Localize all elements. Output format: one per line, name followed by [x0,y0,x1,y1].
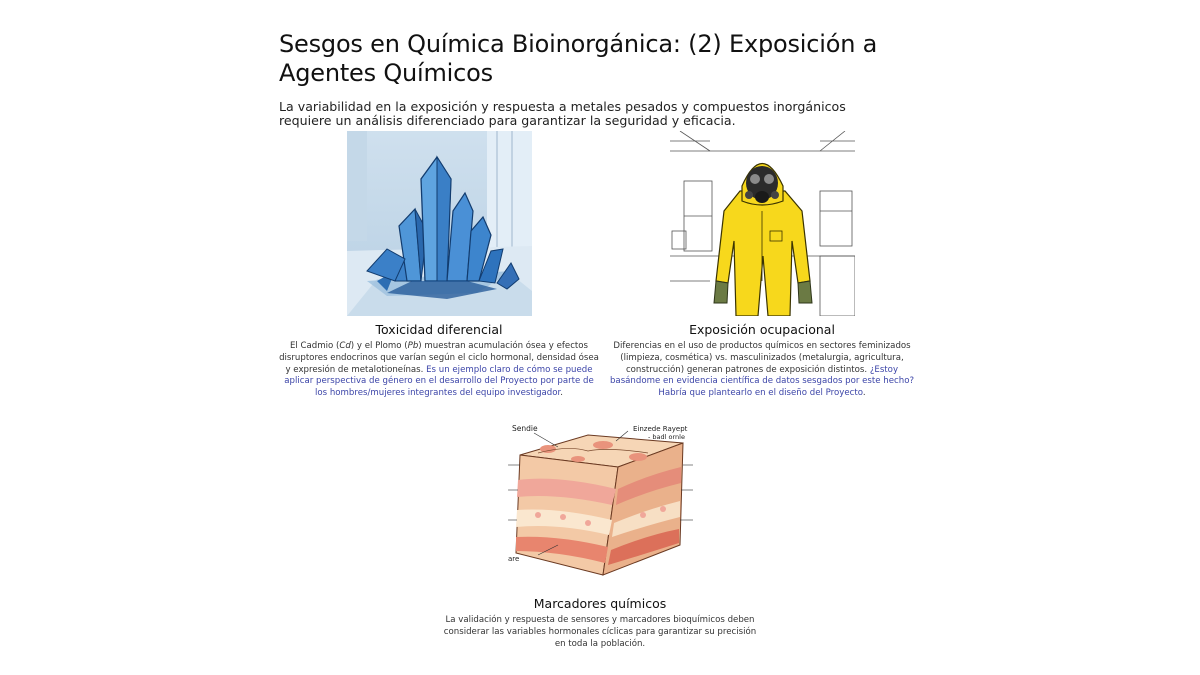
skin-label-right-top: Einzede Rayept [632,425,687,433]
card-toxicity [279,131,599,400]
lead-symbol: Pb [407,341,419,351]
skin-layers-illustration [508,405,693,590]
skin-label-right-sub: - badl ornle [647,433,685,441]
body-text: . [862,388,866,399]
biased-evidence-link[interactable]: ¿Estoy basándome en evidencia científica de datos sesgados por este hecho? Habría que plantearlo en el diseño del Proyecto [609,364,915,399]
body-text: El Cadmio ( [289,341,340,351]
lead-paragraph: La variabilidad en la exposición y respuesta a metales pesados y compuestos inorgánicos requiere un análisis diferenciado para garantizar la seguridad y eficacia. [279,99,846,128]
card-exposure [601,131,923,400]
gender-perspective-link[interactable]: Es un ejemplo claro de cómo se puede aplicar perspectiva de género en el desarrollo del Proyecto por parte de los hombres/mujeres integrantes del equipo investigador [284,364,594,399]
card-body [601,341,923,400]
cadmium-symbol: Cd [339,341,351,351]
slide [279,30,919,128]
card-body: La validación y respuesta de sensores y marcadores bioquímicos deben considerar las variables hormonales cíclicas para garantizar su precisión en toda la población. [443,615,757,649]
body-text: ) y el Plomo ( [350,341,408,351]
body-text: Diferencias en el uso de productos químicos en sectores feminizados (limpieza, cosmética) vs. masculinizados (metalurgia, agricultura, construcción) generan patrones de exposición distintos. [613,341,911,375]
card-heading: Exposición ocupacional [689,322,835,337]
page-title: Sesgos en Química Bioinorgánica: (2) Exposición a Agentes Químicos [279,30,878,87]
hazmat-worker-illustration [670,131,855,316]
card-body [279,341,599,400]
card-heading: Toxicidad diferencial [375,322,503,337]
card-heading: Marcadores químicos [533,596,667,611]
skin-label-left-bottom: are [507,555,519,563]
crystal-illustration [347,131,532,316]
body-text: ) muestran acumulación ósea y efectos disruptores endocrinos que varían según el ciclo hormonal, densidad ósea y expresión de metalotioneínas. [279,341,599,375]
skin-label-left-top: Sendie [511,424,538,433]
body-text: . [560,388,564,399]
card-markers [440,405,760,650]
